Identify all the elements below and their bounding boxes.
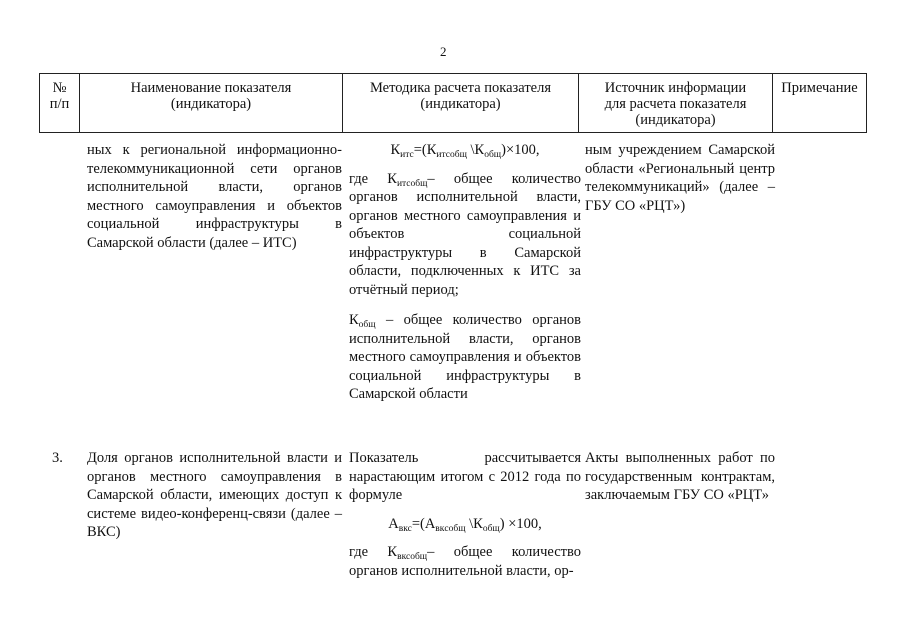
itc-definition-2: $К_{общ}$ – общее количество органов исполнительной власти, органов местного самоуправления и объектов социальной инфраструктуры в Самарской области [349,312,581,402]
cont-method [349,141,581,404]
row3-source: Акты выполненных работ по государственным контрактам, заключаемым ГБУ СО «РЦТ» [585,450,775,503]
page-number: 2 [440,44,447,59]
vks-formula: $А_{вкс}=(А_{вкcобщ}$ $\backslash К_{общ}) \times 100$, [388,515,542,534]
cont-indicator-name: ных к региональной информационно-телекоммуникационной сети органов исполнительной власти, органов местного самоуправления и объектов социальной инфраструктуры в Самарской области (далее – ИТС) [87,142,342,251]
header-method: Методика расчета показателя (индикатора) [343,74,579,133]
header-number: № п/п [40,74,80,133]
itc-formula: $К_{итс}=(К_{итсобщ}$ $\backslash К_{общ})\times 100$, [390,142,540,160]
vks-method-intro: Показатель рассчитывается нарастающим итогом с 2012 года по формуле [349,450,581,503]
header-indicator-name: Наименование показателя (индикатора) [80,74,343,133]
header-source: Источник информации для расчета показателя (индикатора) [579,74,773,133]
row3-number: 3. [52,450,63,466]
header-note: Примечание [773,74,867,133]
itc-definition-1: где $К_{итсобщ}-$ общее количество органов исполнительной власти, органов местного самоуправления и объектов социальной инфраструктуры в Самарской области, подключенных к ИТС за отчётный период; [349,170,581,298]
row3-method [349,449,581,580]
vks-definition-1: где $К_{вксобщ}-$ общее количество органов исполнительной власти, ор- [349,544,582,579]
cont-source: ным учреждением Самарской области «Региональный центр телекоммуникаций» (далее – ГБУ СО «РЦТ») [585,142,775,214]
row3-indicator-name: Доля органов исполнительной власти и органов местного самоуправления в Самарской области, имеющих доступ к системе видео-конференц-связи (далее – ВКС) [87,450,342,540]
